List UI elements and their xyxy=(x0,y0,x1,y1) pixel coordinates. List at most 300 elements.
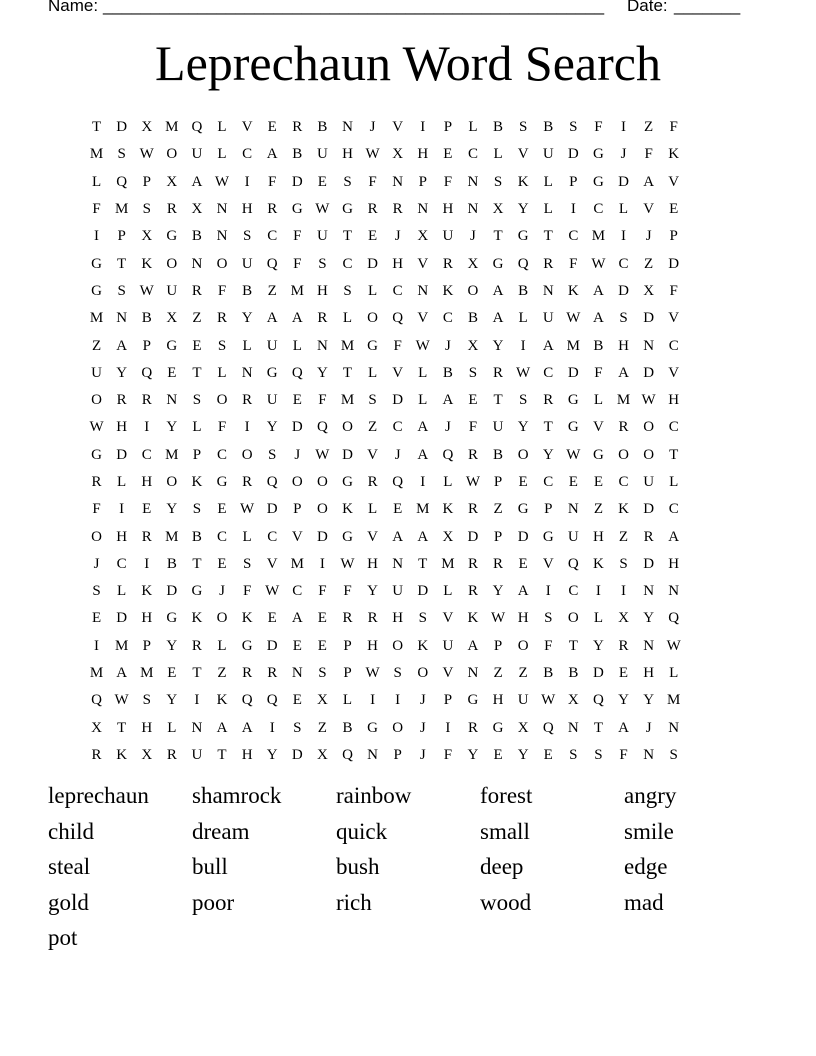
grid-letter[interactable]: P xyxy=(142,637,151,654)
grid-letter[interactable]: F xyxy=(217,419,227,436)
grid-letter[interactable]: Z xyxy=(267,282,277,299)
grid-letter[interactable]: V xyxy=(442,610,454,627)
grid-letter[interactable]: I xyxy=(420,119,426,136)
grid-letter[interactable]: D xyxy=(567,364,579,381)
grid-letter[interactable]: B xyxy=(292,146,303,163)
grid-letter[interactable]: A xyxy=(593,282,604,299)
grid-letter[interactable]: L xyxy=(91,173,102,190)
grid-letter[interactable]: X xyxy=(191,201,203,218)
grid-letter[interactable]: B xyxy=(518,282,529,299)
grid-letter[interactable]: C xyxy=(618,255,629,272)
grid-letter[interactable]: R xyxy=(166,746,177,763)
grid-letter[interactable]: N xyxy=(116,310,128,327)
grid-letter[interactable]: P xyxy=(443,692,453,709)
grid-letter[interactable]: D xyxy=(643,364,655,381)
grid-letter[interactable]: H xyxy=(442,201,454,218)
grid-letter[interactable]: W xyxy=(214,173,230,190)
grid-letter[interactable]: L xyxy=(117,583,127,600)
grid-letter[interactable]: G xyxy=(191,583,203,600)
grid-letter[interactable]: L xyxy=(543,201,553,218)
grid-letter[interactable]: N xyxy=(668,583,680,600)
grid-letter[interactable]: E xyxy=(217,555,227,572)
grid-letter[interactable]: T xyxy=(493,228,503,245)
grid-letter[interactable]: R xyxy=(242,665,253,682)
grid-letter[interactable]: Y xyxy=(643,610,655,627)
grid-letter[interactable]: E xyxy=(292,637,302,654)
grid-letter[interactable]: G xyxy=(367,719,378,736)
grid-letter[interactable]: Z xyxy=(317,719,327,736)
grid-letter[interactable]: Y xyxy=(116,364,128,381)
grid-letter[interactable]: L xyxy=(418,364,428,381)
grid-letter[interactable]: R xyxy=(191,282,202,299)
grid-letter[interactable]: J xyxy=(294,446,301,463)
grid-letter[interactable]: O xyxy=(342,419,353,436)
grid-letter[interactable]: G xyxy=(367,337,378,354)
grid-letter[interactable]: B xyxy=(493,119,504,136)
grid-letter[interactable]: R xyxy=(166,201,177,218)
grid-letter[interactable]: V xyxy=(291,528,303,545)
grid-letter[interactable]: Y xyxy=(492,583,504,600)
grid-letter[interactable]: H xyxy=(241,746,253,763)
grid-letter[interactable]: S xyxy=(142,692,151,709)
grid-letter[interactable]: W xyxy=(365,146,380,163)
grid-letter[interactable]: E xyxy=(543,746,553,763)
grid-letter[interactable]: Q xyxy=(342,746,353,763)
grid-letter[interactable]: U xyxy=(91,364,102,381)
grid-letter[interactable]: J xyxy=(444,337,451,354)
grid-letter[interactable]: C xyxy=(442,310,453,327)
grid-letter[interactable]: P xyxy=(343,665,352,682)
grid-letter[interactable]: O xyxy=(291,474,303,490)
grid-letter[interactable]: T xyxy=(342,364,353,381)
grid-letter[interactable]: O xyxy=(567,610,579,627)
grid-letter[interactable]: D xyxy=(668,255,680,272)
grid-letter[interactable]: R xyxy=(116,392,127,409)
grid-letter[interactable]: H xyxy=(392,610,404,627)
grid-letter[interactable]: K xyxy=(593,555,604,572)
grid-letter[interactable]: R xyxy=(367,201,378,218)
grid-letter[interactable]: P xyxy=(443,119,453,136)
grid-letter[interactable]: O xyxy=(91,528,102,545)
grid-letter[interactable]: R xyxy=(317,310,328,327)
grid-letter[interactable]: R xyxy=(267,201,278,218)
grid-letter[interactable]: Y xyxy=(241,310,253,327)
grid-letter[interactable]: A xyxy=(542,337,554,354)
grid-letter[interactable]: L xyxy=(217,119,227,136)
grid-letter[interactable]: O xyxy=(216,255,228,272)
grid-letter[interactable]: H xyxy=(367,555,378,572)
grid-letter[interactable]: F xyxy=(293,255,302,272)
grid-letter[interactable]: F xyxy=(619,746,628,763)
grid-letter[interactable]: E xyxy=(292,692,302,709)
grid-letter[interactable]: O xyxy=(216,392,228,409)
grid-letter[interactable]: N xyxy=(191,255,203,272)
grid-letter[interactable]: I xyxy=(621,119,627,136)
grid-letter[interactable]: R xyxy=(618,419,629,436)
grid-letter[interactable]: Z xyxy=(493,501,503,518)
grid-letter[interactable]: U xyxy=(191,746,203,763)
grid-letter[interactable]: R xyxy=(91,746,102,763)
grid-letter[interactable]: L xyxy=(543,173,553,190)
grid-letter[interactable]: M xyxy=(165,119,179,136)
grid-letter[interactable]: N xyxy=(191,719,203,736)
grid-letter[interactable]: U xyxy=(392,583,404,600)
grid-letter[interactable]: N xyxy=(668,719,680,736)
grid-letter[interactable]: O xyxy=(517,446,529,463)
grid-letter[interactable]: E xyxy=(518,555,528,572)
grid-letter[interactable]: O xyxy=(517,637,529,654)
grid-letter[interactable]: G xyxy=(241,637,253,654)
grid-letter[interactable]: K xyxy=(467,610,479,627)
grid-letter[interactable]: D xyxy=(291,419,303,436)
grid-letter[interactable]: R xyxy=(267,665,278,682)
grid-letter[interactable]: O xyxy=(367,310,378,327)
grid-letter[interactable]: H xyxy=(141,474,153,490)
grid-letter[interactable]: Y xyxy=(266,746,278,763)
grid-letter[interactable]: W xyxy=(415,337,430,354)
grid-letter[interactable]: K xyxy=(191,610,203,627)
grid-letter[interactable]: V xyxy=(392,364,404,381)
grid-letter[interactable]: F xyxy=(443,173,453,190)
grid-letter[interactable]: A xyxy=(492,282,504,299)
grid-letter[interactable]: L xyxy=(418,392,428,409)
grid-letter[interactable]: F xyxy=(293,228,302,245)
grid-letter[interactable]: T xyxy=(543,228,553,245)
grid-letter[interactable]: L xyxy=(593,392,603,409)
grid-letter[interactable]: H xyxy=(492,692,504,709)
grid-letter[interactable]: N xyxy=(542,282,554,299)
grid-letter[interactable]: J xyxy=(394,228,401,245)
grid-letter[interactable]: I xyxy=(269,719,275,736)
grid-letter[interactable]: E xyxy=(518,474,528,490)
grid-letter[interactable]: L xyxy=(217,637,227,654)
grid-letter[interactable]: C xyxy=(267,528,278,545)
grid-letter[interactable]: N xyxy=(467,173,479,190)
grid-letter[interactable]: S xyxy=(418,610,427,627)
grid-letter[interactable]: Z xyxy=(593,501,603,518)
grid-letter[interactable]: D xyxy=(116,119,128,136)
grid-letter[interactable]: M xyxy=(114,637,129,654)
grid-letter[interactable]: O xyxy=(316,474,328,490)
grid-letter[interactable]: C xyxy=(543,474,554,490)
grid-letter[interactable]: U xyxy=(241,255,253,272)
grid-letter[interactable]: D xyxy=(567,146,579,163)
grid-letter[interactable]: O xyxy=(91,392,102,409)
grid-letter[interactable]: Z xyxy=(644,255,654,272)
grid-letter[interactable]: G xyxy=(91,446,102,463)
grid-letter[interactable]: E xyxy=(217,501,227,518)
grid-letter[interactable]: D xyxy=(643,555,655,572)
grid-letter[interactable]: E xyxy=(267,119,277,136)
grid-letter[interactable]: L xyxy=(618,201,629,218)
grid-letter[interactable]: R xyxy=(367,474,378,490)
grid-letter[interactable]: L xyxy=(292,337,302,354)
grid-letter[interactable]: X xyxy=(467,255,479,272)
grid-letter[interactable]: N xyxy=(467,201,479,218)
grid-letter[interactable]: M xyxy=(140,665,154,682)
grid-letter[interactable]: L xyxy=(342,692,353,709)
grid-letter[interactable]: W xyxy=(114,692,129,709)
grid-letter[interactable]: M xyxy=(165,528,179,545)
grid-letter[interactable]: S xyxy=(92,583,101,600)
grid-letter[interactable]: I xyxy=(545,583,551,600)
grid-letter[interactable]: B xyxy=(593,337,604,354)
grid-letter[interactable]: Z xyxy=(367,419,378,436)
grid-letter[interactable]: L xyxy=(493,146,503,163)
grid-letter[interactable]: E xyxy=(91,610,102,627)
grid-letter[interactable]: S xyxy=(242,555,252,572)
grid-letter[interactable]: L xyxy=(242,528,252,545)
grid-letter[interactable]: L xyxy=(593,610,603,627)
grid-letter[interactable]: N xyxy=(643,637,655,654)
grid-letter[interactable]: E xyxy=(618,665,629,682)
grid-letter[interactable]: A xyxy=(593,310,604,327)
grid-letter[interactable]: R xyxy=(467,555,478,572)
grid-letter[interactable]: K xyxy=(241,610,253,627)
grid-letter[interactable]: E xyxy=(443,146,453,163)
grid-letter[interactable]: G xyxy=(166,337,178,354)
grid-letter[interactable]: E xyxy=(317,637,327,654)
grid-letter[interactable]: X xyxy=(492,201,504,218)
grid-letter[interactable]: C xyxy=(242,146,253,163)
grid-letter[interactable]: R xyxy=(543,392,554,409)
grid-letter[interactable]: B xyxy=(442,364,453,381)
grid-letter[interactable]: Q xyxy=(241,692,253,709)
grid-letter[interactable]: G xyxy=(567,392,579,409)
grid-letter[interactable]: U xyxy=(191,146,203,163)
grid-letter[interactable]: I xyxy=(621,228,627,245)
grid-letter[interactable]: C xyxy=(267,228,278,245)
grid-letter[interactable]: F xyxy=(468,419,478,436)
grid-letter[interactable]: V xyxy=(241,119,253,136)
grid-letter[interactable]: P xyxy=(544,501,553,518)
grid-letter[interactable]: D xyxy=(517,528,529,545)
grid-letter[interactable]: Y xyxy=(166,419,178,436)
grid-letter[interactable]: C xyxy=(342,255,353,272)
grid-letter[interactable]: T xyxy=(117,719,127,736)
grid-letter[interactable]: S xyxy=(318,665,327,682)
grid-letter[interactable]: Q xyxy=(116,173,128,190)
grid-letter[interactable]: Q xyxy=(266,692,278,709)
grid-letter[interactable]: J xyxy=(419,719,426,736)
grid-letter[interactable]: A xyxy=(417,446,429,463)
grid-letter[interactable]: M xyxy=(591,228,606,245)
grid-letter[interactable]: D xyxy=(266,637,278,654)
grid-letter[interactable]: S xyxy=(368,392,377,409)
grid-letter[interactable]: N xyxy=(417,282,429,299)
grid-letter[interactable]: E xyxy=(267,610,277,627)
grid-letter[interactable]: H xyxy=(643,665,655,682)
grid-letter[interactable]: E xyxy=(317,610,327,627)
grid-letter[interactable]: B xyxy=(242,282,253,299)
grid-letter[interactable]: N xyxy=(342,119,353,136)
grid-letter[interactable]: F xyxy=(318,392,327,409)
grid-letter[interactable]: B xyxy=(543,665,554,682)
grid-letter[interactable]: M xyxy=(89,665,104,682)
grid-letter[interactable]: D xyxy=(116,610,128,627)
grid-letter[interactable]: I xyxy=(94,228,100,245)
grid-letter[interactable]: Y xyxy=(542,446,554,463)
grid-letter[interactable]: R xyxy=(643,528,654,545)
grid-letter[interactable]: L xyxy=(468,119,478,136)
grid-letter[interactable]: V xyxy=(392,119,404,136)
grid-letter[interactable]: R xyxy=(493,364,504,381)
grid-letter[interactable]: T xyxy=(192,555,202,572)
grid-letter[interactable]: U xyxy=(442,637,454,654)
grid-letter[interactable]: U xyxy=(643,474,655,490)
grid-letter[interactable]: C xyxy=(217,528,228,545)
grid-letter[interactable]: K xyxy=(116,746,128,763)
grid-letter[interactable]: W xyxy=(591,255,606,272)
grid-letter[interactable]: G xyxy=(266,364,278,381)
grid-letter[interactable]: Z xyxy=(217,665,227,682)
grid-letter[interactable]: J xyxy=(419,692,426,709)
grid-letter[interactable]: J xyxy=(444,419,451,436)
grid-letter[interactable]: S xyxy=(142,201,151,218)
grid-letter[interactable]: A xyxy=(216,719,228,736)
grid-letter[interactable]: L xyxy=(217,146,227,163)
grid-letter[interactable]: R xyxy=(467,446,478,463)
grid-letter[interactable]: E xyxy=(468,392,478,409)
grid-letter[interactable]: B xyxy=(141,310,152,327)
grid-letter[interactable]: T xyxy=(568,637,578,654)
grid-letter[interactable]: G xyxy=(342,201,353,218)
grid-letter[interactable]: Y xyxy=(517,746,529,763)
grid-letter[interactable]: D xyxy=(266,501,278,518)
grid-letter[interactable]: O xyxy=(166,255,178,272)
grid-letter[interactable]: P xyxy=(393,746,402,763)
grid-letter[interactable]: Y xyxy=(618,692,629,709)
grid-letter[interactable]: X xyxy=(643,282,655,299)
grid-letter[interactable]: I xyxy=(370,692,376,709)
grid-letter[interactable]: X xyxy=(442,528,454,545)
grid-letter[interactable]: V xyxy=(367,446,378,463)
grid-letter[interactable]: Y xyxy=(166,692,178,709)
grid-letter[interactable]: R xyxy=(91,474,102,490)
grid-letter[interactable]: K xyxy=(442,501,454,518)
grid-letter[interactable]: M xyxy=(667,692,681,709)
grid-letter[interactable]: D xyxy=(467,528,479,545)
grid-letter[interactable]: Y xyxy=(166,501,178,518)
grid-letter[interactable]: J xyxy=(419,746,426,763)
grid-letter[interactable]: N xyxy=(241,364,253,381)
grid-letter[interactable]: D xyxy=(593,665,604,682)
grid-letter[interactable]: G xyxy=(166,228,178,245)
grid-letter[interactable]: T xyxy=(543,419,553,436)
grid-letter[interactable]: N xyxy=(216,228,228,245)
grid-letter[interactable]: S xyxy=(318,255,327,272)
grid-letter[interactable]: Y xyxy=(467,746,479,763)
grid-letter[interactable]: B xyxy=(317,119,328,136)
grid-letter[interactable]: Q xyxy=(91,692,102,709)
grid-letter[interactable]: A xyxy=(442,392,454,409)
grid-letter[interactable]: S xyxy=(619,310,628,327)
grid-letter[interactable]: Q xyxy=(542,719,554,736)
grid-letter[interactable]: W xyxy=(315,446,330,463)
grid-letter[interactable]: W xyxy=(240,501,255,518)
grid-letter[interactable]: L xyxy=(443,583,453,600)
grid-letter[interactable]: G xyxy=(342,474,353,490)
grid-letter[interactable]: W xyxy=(139,146,154,163)
grid-letter[interactable]: E xyxy=(142,501,152,518)
grid-letter[interactable]: P xyxy=(192,446,202,463)
grid-letter[interactable]: X xyxy=(141,746,153,763)
grid-letter[interactable]: V xyxy=(417,255,429,272)
grid-letter[interactable]: T xyxy=(418,555,428,572)
grid-letter[interactable]: Y xyxy=(643,692,655,709)
grid-letter[interactable]: G xyxy=(567,419,579,436)
grid-letter[interactable]: Y xyxy=(316,364,328,381)
grid-letter[interactable]: N xyxy=(392,555,404,572)
grid-letter[interactable]: E xyxy=(292,392,302,409)
grid-letter[interactable]: V xyxy=(367,528,378,545)
grid-letter[interactable]: R xyxy=(342,610,353,627)
grid-letter[interactable]: L xyxy=(167,719,177,736)
grid-letter[interactable]: H xyxy=(342,146,353,163)
grid-letter[interactable]: W xyxy=(340,555,355,572)
grid-letter[interactable]: A xyxy=(417,419,429,436)
grid-letter[interactable]: F xyxy=(544,637,553,654)
grid-letter[interactable]: H xyxy=(668,555,680,572)
grid-letter[interactable]: D xyxy=(342,446,353,463)
grid-letter[interactable]: G xyxy=(492,255,504,272)
grid-letter[interactable]: P xyxy=(293,501,302,518)
grid-letter[interactable]: U xyxy=(266,392,278,409)
grid-letter[interactable]: H xyxy=(392,255,404,272)
grid-letter[interactable]: V xyxy=(668,310,680,327)
grid-letter[interactable]: A xyxy=(517,583,529,600)
grid-letter[interactable]: W xyxy=(365,665,380,682)
grid-letter[interactable]: O xyxy=(618,446,629,463)
grid-letter[interactable]: S xyxy=(117,146,126,163)
grid-letter[interactable]: W xyxy=(139,282,154,299)
grid-letter[interactable]: G xyxy=(166,610,178,627)
grid-letter[interactable]: Z xyxy=(192,310,202,327)
grid-letter[interactable]: A xyxy=(191,173,203,190)
grid-letter[interactable]: O xyxy=(643,446,655,463)
grid-letter[interactable]: B xyxy=(493,446,504,463)
grid-letter[interactable]: R xyxy=(442,255,453,272)
grid-letter[interactable]: G xyxy=(216,474,228,490)
grid-letter[interactable]: E xyxy=(568,474,578,490)
grid-letter[interactable]: M xyxy=(290,282,304,299)
grid-letter[interactable]: A xyxy=(266,146,278,163)
grid-letter[interactable]: Y xyxy=(517,419,529,436)
grid-letter[interactable]: E xyxy=(493,746,503,763)
grid-letter[interactable]: B xyxy=(191,528,202,545)
grid-letter[interactable]: M xyxy=(616,392,631,409)
grid-letter[interactable]: M xyxy=(89,310,104,327)
grid-letter[interactable]: T xyxy=(669,446,679,463)
grid-letter[interactable]: O xyxy=(392,637,404,654)
grid-letter[interactable]: W xyxy=(666,637,681,654)
grid-letter[interactable]: M xyxy=(114,201,129,218)
grid-letter[interactable]: R xyxy=(141,528,152,545)
grid-letter[interactable]: P xyxy=(669,228,678,245)
grid-letter[interactable]: Q xyxy=(316,419,328,436)
grid-letter[interactable]: I xyxy=(420,474,426,490)
grid-letter[interactable]: L xyxy=(342,310,353,327)
grid-letter[interactable]: F xyxy=(669,282,678,299)
grid-letter[interactable]: N xyxy=(291,665,303,682)
grid-letter[interactable]: L xyxy=(367,282,378,299)
grid-letter[interactable]: Q xyxy=(266,255,278,272)
grid-letter[interactable]: K xyxy=(517,173,529,190)
date-blank-line[interactable]: _______ xyxy=(674,0,741,15)
grid-letter[interactable]: U xyxy=(316,146,328,163)
grid-letter[interactable]: A xyxy=(291,310,303,327)
grid-letter[interactable]: I xyxy=(144,555,150,572)
